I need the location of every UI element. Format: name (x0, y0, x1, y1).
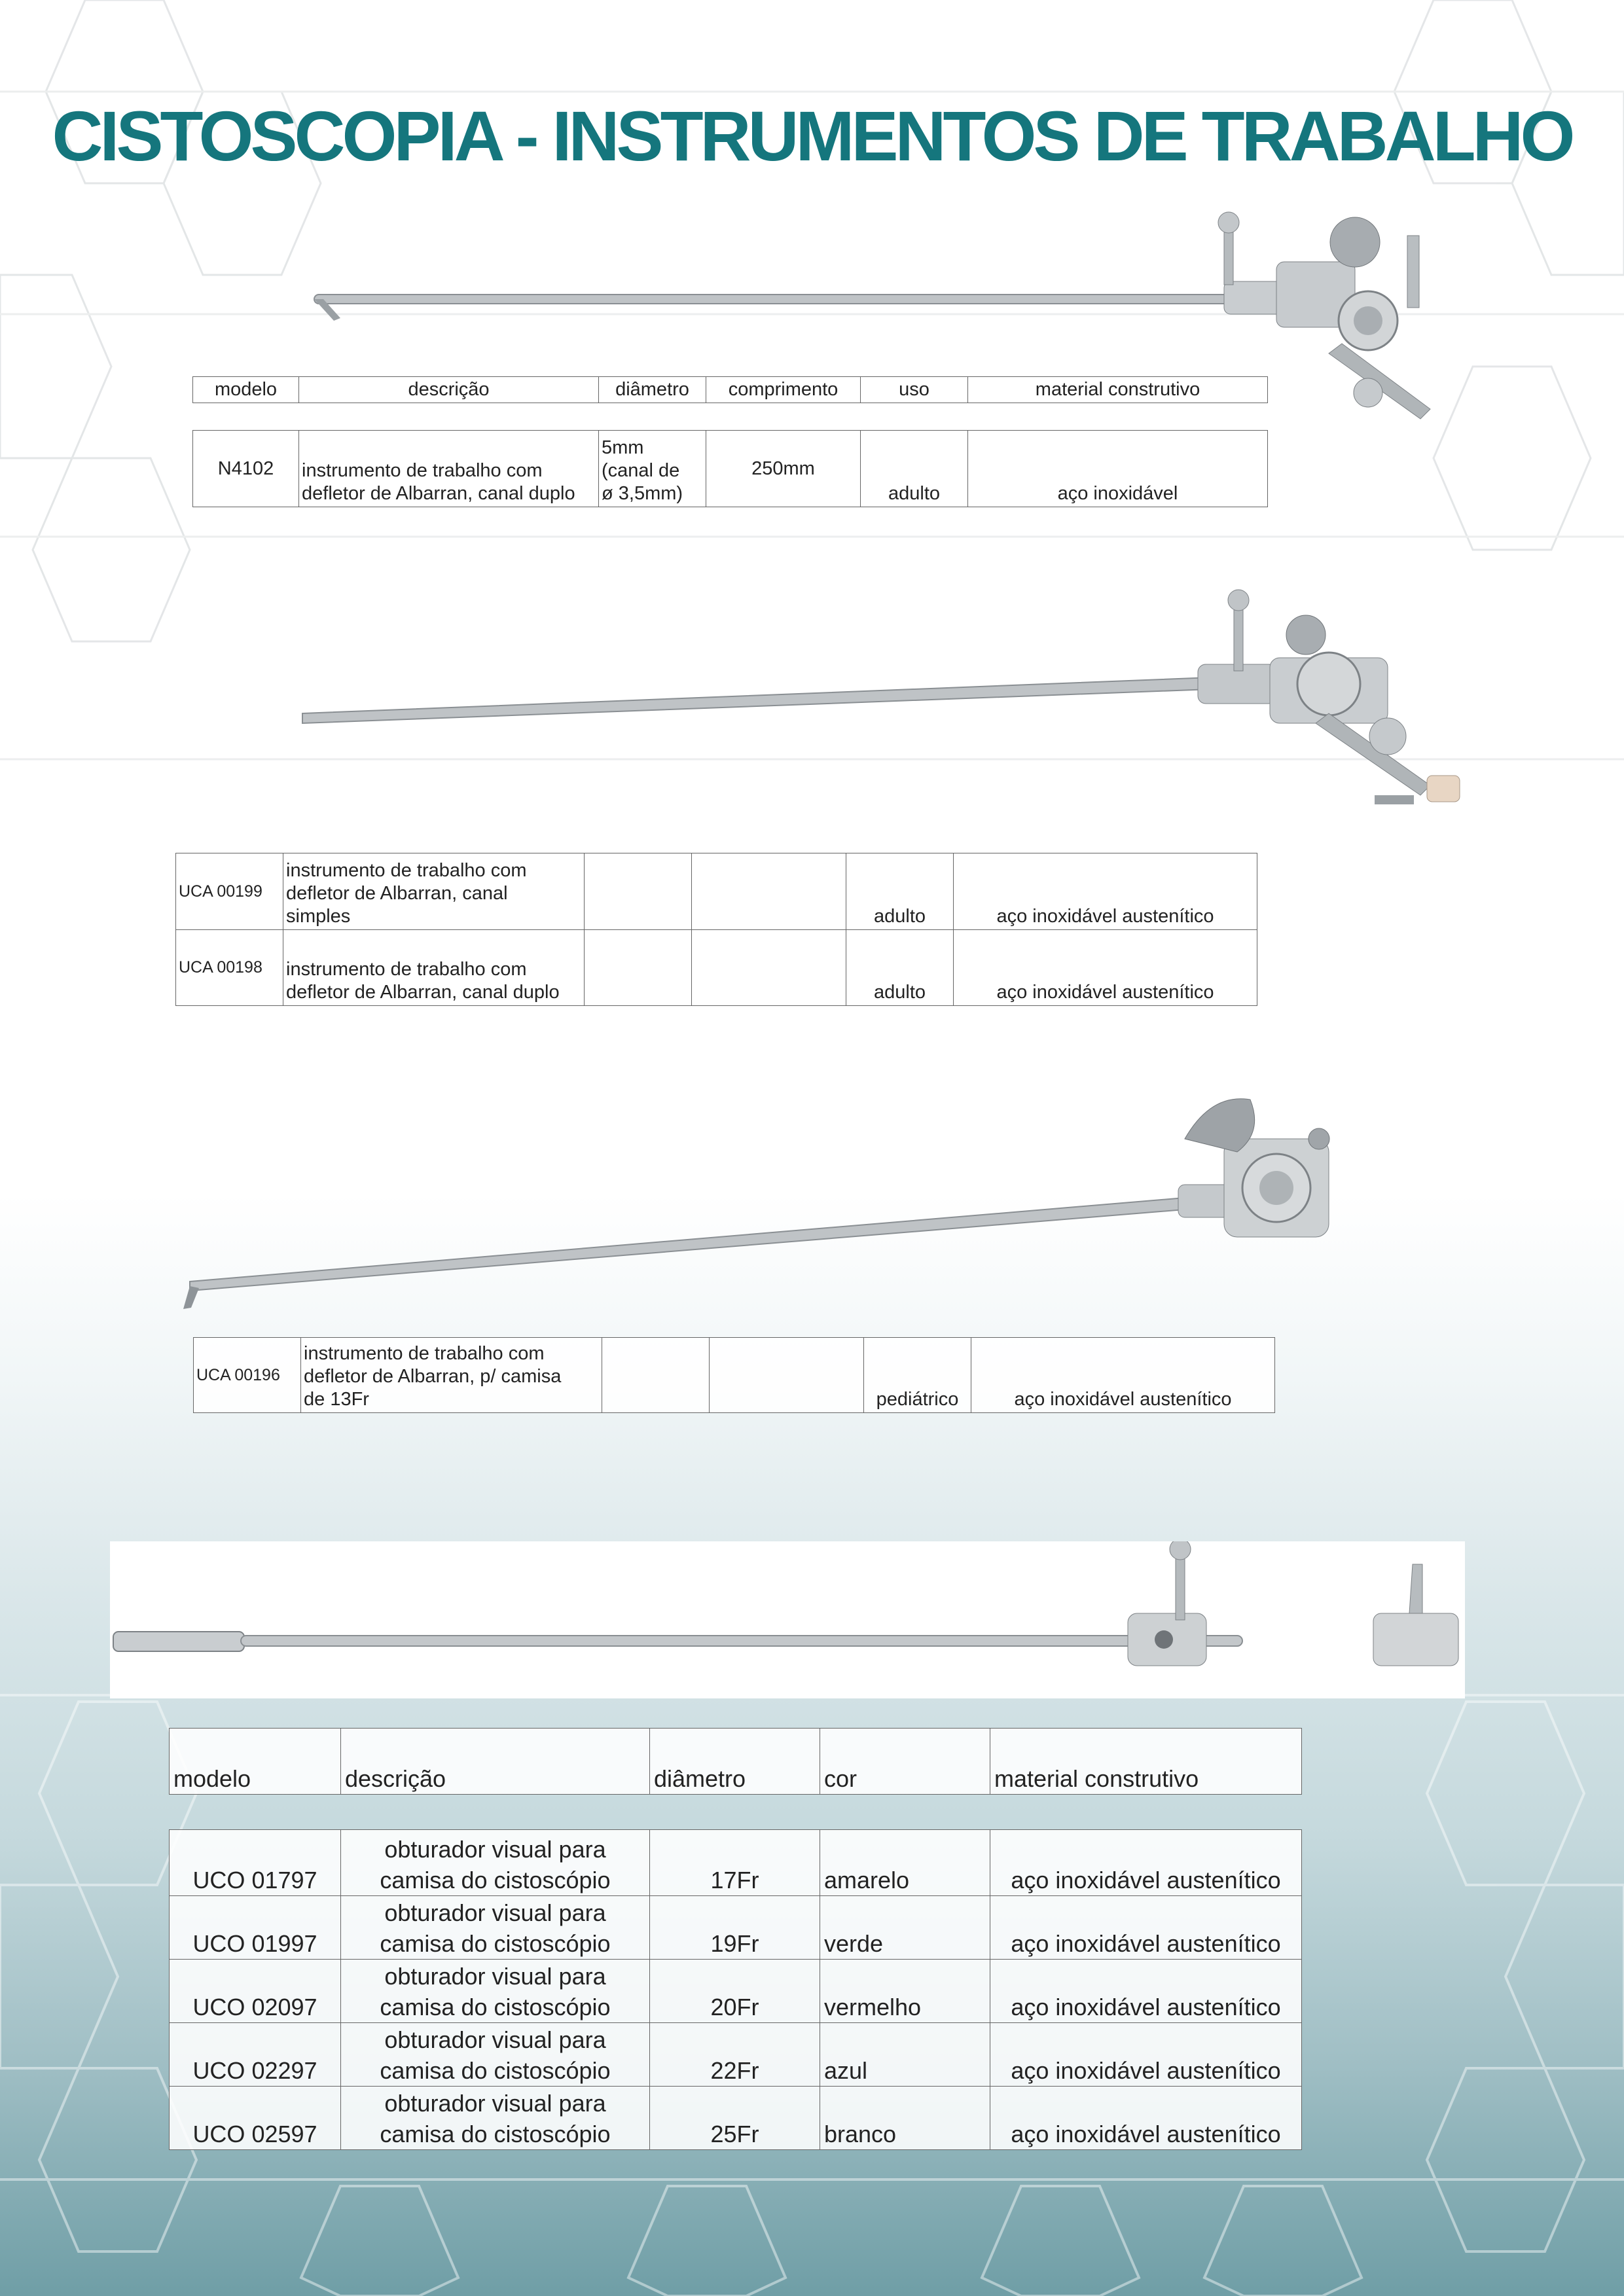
cell-uso: pediátrico (864, 1338, 971, 1413)
header-modelo: modelo (193, 377, 299, 403)
page-title: CISTOSCOPIA - INSTRUMENTOS DE TRABALHO (52, 96, 1572, 175)
cell-modelo: UCO 01797 (170, 1830, 341, 1896)
diam-line: ø 3,5mm) (602, 483, 683, 504)
cell-material: aço inoxidável austenítico (954, 930, 1257, 1006)
desc-line: instrumento de trabalho com (304, 1343, 545, 1364)
desc-line: defletor de Albarran, canal (286, 883, 508, 904)
instrument-image-2 (295, 586, 1486, 848)
cell-diametro (585, 853, 692, 930)
table-row (170, 2023, 1302, 2087)
cell-modelo: UCA 00199 (176, 853, 283, 930)
table-header-row (170, 1729, 1302, 1795)
table-row (176, 930, 1257, 1006)
desc-line: simples (286, 906, 351, 927)
cell-cor: vermelho (820, 1960, 990, 2023)
desc-line: obturador visual para (384, 2026, 606, 2053)
table-row (194, 1338, 1275, 1413)
cell-modelo: UCA 00196 (194, 1338, 301, 1413)
header-uso: uso (861, 377, 968, 403)
header-descricao: descrição (341, 1729, 650, 1795)
desc-line: instrumento de trabalho com (286, 860, 527, 881)
cell-material: aço inoxidável austenítico (990, 2023, 1302, 2087)
cell-modelo: UCO 02097 (170, 1960, 341, 2023)
header-comprimento: comprimento (706, 377, 861, 403)
cell-descricao (341, 2087, 650, 2150)
header-diametro: diâmetro (650, 1729, 820, 1795)
cell-descricao (283, 930, 585, 1006)
cell-descricao (341, 1960, 650, 2023)
spec-table-1-header (192, 376, 1268, 403)
cell-descricao (283, 853, 585, 930)
cell-diametro: 20Fr (650, 1960, 820, 2023)
cell-comprimento (692, 853, 846, 930)
cell-cor: azul (820, 2023, 990, 2087)
cell-modelo: UCO 02297 (170, 2023, 341, 2087)
cell-material: aço inoxidável austenítico (990, 1830, 1302, 1896)
table-row (170, 1960, 1302, 2023)
cell-modelo: UCO 02597 (170, 2087, 341, 2150)
cell-descricao (341, 1896, 650, 1960)
spec-table-4 (169, 1829, 1302, 2150)
cell-material: aço inoxidável austenítico (990, 2087, 1302, 2150)
spec-table-2 (175, 853, 1257, 1006)
cell-uso: adulto (846, 930, 954, 1006)
header-cor: cor (820, 1729, 990, 1795)
table-row (176, 853, 1257, 930)
desc-line: camisa do cistoscópio (380, 1867, 611, 1893)
cell-modelo: N4102 (193, 431, 299, 507)
cell-uso: adulto (846, 853, 954, 930)
desc-line: obturador visual para (384, 1836, 606, 1863)
header-descricao: descrição (299, 377, 599, 403)
cell-diametro: 17Fr (650, 1830, 820, 1896)
desc-line: defletor de Albarran, canal duplo (302, 483, 575, 504)
instrument-image-4 (110, 1541, 1465, 1698)
desc-line: de 13Fr (304, 1389, 369, 1410)
cell-comprimento: 250mm (706, 431, 861, 507)
cell-cor: verde (820, 1896, 990, 1960)
cell-diametro: 19Fr (650, 1896, 820, 1960)
desc-line: instrumento de trabalho com (286, 959, 527, 980)
cell-comprimento (710, 1338, 864, 1413)
desc-line: defletor de Albarran, p/ camisa (304, 1366, 562, 1387)
desc-line: obturador visual para (384, 2090, 606, 2117)
cell-descricao (301, 1338, 602, 1413)
table-row (170, 1830, 1302, 1896)
cell-material: aço inoxidável austenítico (971, 1338, 1275, 1413)
cell-diametro: 22Fr (650, 2023, 820, 2087)
cell-modelo: UCA 00198 (176, 930, 283, 1006)
instrument-image-3 (177, 1060, 1348, 1322)
header-material: material construtivo (968, 377, 1268, 403)
cell-material: aço inoxidável austenítico (954, 853, 1257, 930)
cell-modelo: UCO 01997 (170, 1896, 341, 1960)
desc-line: camisa do cistoscópio (380, 2057, 611, 2084)
cell-cor: branco (820, 2087, 990, 2150)
cell-diametro (585, 930, 692, 1006)
desc-line: obturador visual para (384, 1963, 606, 1990)
desc-line: obturador visual para (384, 1899, 606, 1926)
table-row (193, 431, 1268, 507)
cell-uso: adulto (861, 431, 968, 507)
cell-material: aço inoxidável austenítico (990, 1896, 1302, 1960)
header-modelo: modelo (170, 1729, 341, 1795)
header-material: material construtivo (990, 1729, 1302, 1795)
cell-descricao (341, 1830, 650, 1896)
spec-table-3 (193, 1337, 1275, 1413)
cell-diametro (602, 1338, 710, 1413)
desc-line: camisa do cistoscópio (380, 1994, 611, 2020)
diam-line: (canal de (602, 460, 680, 481)
cell-comprimento (692, 930, 846, 1006)
desc-line: instrumento de trabalho com (302, 460, 543, 481)
cell-descricao (341, 2023, 650, 2087)
cell-material: aço inoxidável (968, 431, 1268, 507)
header-diametro: diâmetro (599, 377, 706, 403)
cell-cor: amarelo (820, 1830, 990, 1896)
table-row (170, 2087, 1302, 2150)
table-header-row (193, 377, 1268, 403)
desc-line: camisa do cistoscópio (380, 2121, 611, 2147)
diam-line: 5mm (602, 437, 644, 458)
desc-line: camisa do cistoscópio (380, 1930, 611, 1957)
cell-diametro: 25Fr (650, 2087, 820, 2150)
instrument-image-1 (308, 203, 1479, 439)
spec-table-4-header (169, 1728, 1302, 1795)
cell-material: aço inoxidável austenítico (990, 1960, 1302, 2023)
spec-table-1 (192, 430, 1268, 507)
cell-descricao (299, 431, 599, 507)
cell-diametro (599, 431, 706, 507)
table-row (170, 1896, 1302, 1960)
desc-line: defletor de Albarran, canal duplo (286, 982, 560, 1003)
